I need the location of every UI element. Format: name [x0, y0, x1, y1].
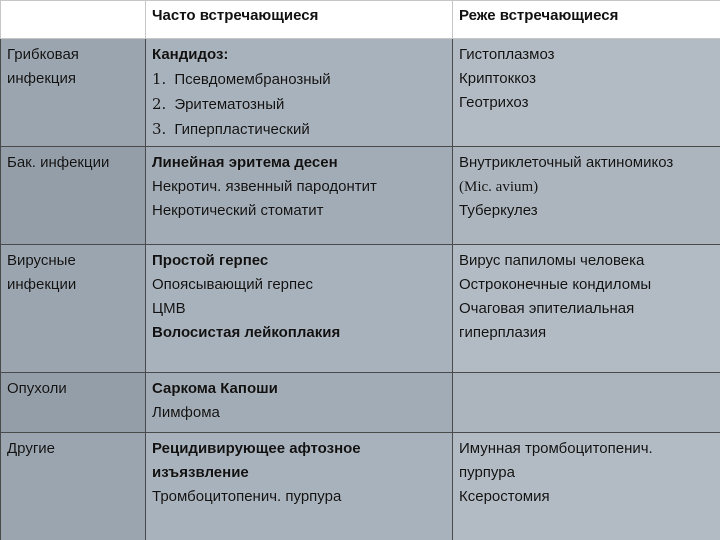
common-item: Опоясывающий герпес: [152, 276, 313, 293]
common-cell: [146, 433, 453, 540]
list-number: 2.: [152, 95, 167, 113]
list-number: 3.: [152, 120, 167, 138]
common-item: Некротический стоматит: [152, 202, 324, 219]
common-item: Простой герпес: [152, 252, 269, 269]
row-label-cell: [1, 433, 146, 540]
common-cell: [146, 373, 453, 433]
list-text: Гиперпластический: [174, 121, 310, 138]
rare-item: Внутриклеточный актиномикоз: [459, 154, 674, 171]
common-list-item: [152, 92, 446, 117]
row-label-cell: [1, 373, 146, 433]
common-cell: [146, 147, 453, 245]
table-row-other: [1, 433, 720, 540]
common-cell: [146, 39, 453, 147]
row-label: Опухоли: [7, 380, 67, 397]
common-item: Некротич. язвенный пародонтит: [152, 178, 377, 195]
common-item: Саркома Капоши: [152, 380, 278, 397]
rare-cell: [453, 39, 720, 147]
rare-cell: [453, 433, 720, 540]
rare-item: Геотрихоз: [459, 94, 529, 111]
row-label-cell: [1, 245, 146, 373]
rare-item: Гистоплазмоз: [459, 46, 555, 63]
header-rare-cell: [453, 1, 720, 39]
common-item: Волосистая лейкоплакия: [152, 324, 341, 341]
rare-cell: [453, 245, 720, 373]
header-row: [1, 1, 720, 39]
row-label: Грибковая инфекция: [7, 46, 79, 87]
table-row-tumors: [1, 373, 720, 433]
rare-item: Имунная тромбоцитопенич. пурпура: [459, 440, 653, 481]
common-item: ЦМВ: [152, 300, 186, 317]
rare-item: Туберкулез: [459, 202, 538, 219]
rare-item: Вирус папиломы человека: [459, 252, 645, 269]
common-item: Тромбоцитопенич. пурпура: [152, 488, 342, 505]
rare-item: (Mic. avium): [459, 179, 539, 195]
row-label: Другие: [7, 440, 56, 457]
header-rare-label: Реже встречающиеся: [459, 7, 619, 24]
row-label-cell: [1, 39, 146, 147]
table-row-bacterial: [1, 147, 720, 245]
rare-item: Очаговая эпителиальная гиперплазия: [459, 300, 635, 341]
row-label: Вирусные инфекции: [7, 252, 77, 293]
common-title: Кандидоз:: [152, 46, 229, 63]
table-row-viral: [1, 245, 720, 373]
common-item: Рецидивирующее афтозное изъязвление: [152, 440, 361, 481]
rare-item: Ксеростомия: [459, 488, 550, 505]
common-list-item: [152, 67, 446, 92]
common-item: Лимфома: [152, 404, 220, 421]
row-label-cell: [1, 147, 146, 245]
rare-item: Криптоккоз: [459, 70, 536, 87]
header-corner-cell: [1, 1, 146, 39]
rare-cell: [453, 147, 720, 245]
list-text: Эритематозный: [174, 96, 285, 113]
list-text: Псевдомембранозный: [174, 71, 331, 88]
rare-cell-empty: [453, 373, 720, 433]
list-number: 1.: [152, 70, 167, 88]
common-item: Линейная эритема десен: [152, 154, 338, 171]
row-label: Бак. инфекции: [7, 154, 110, 171]
rare-item: Остроконечные кондиломы: [459, 276, 652, 293]
common-list-item: [152, 117, 446, 142]
header-common-label: Часто встречающиеся: [152, 7, 319, 24]
table-row-fungal: [1, 39, 720, 147]
header-common-cell: [146, 1, 453, 39]
common-cell: [146, 245, 453, 373]
